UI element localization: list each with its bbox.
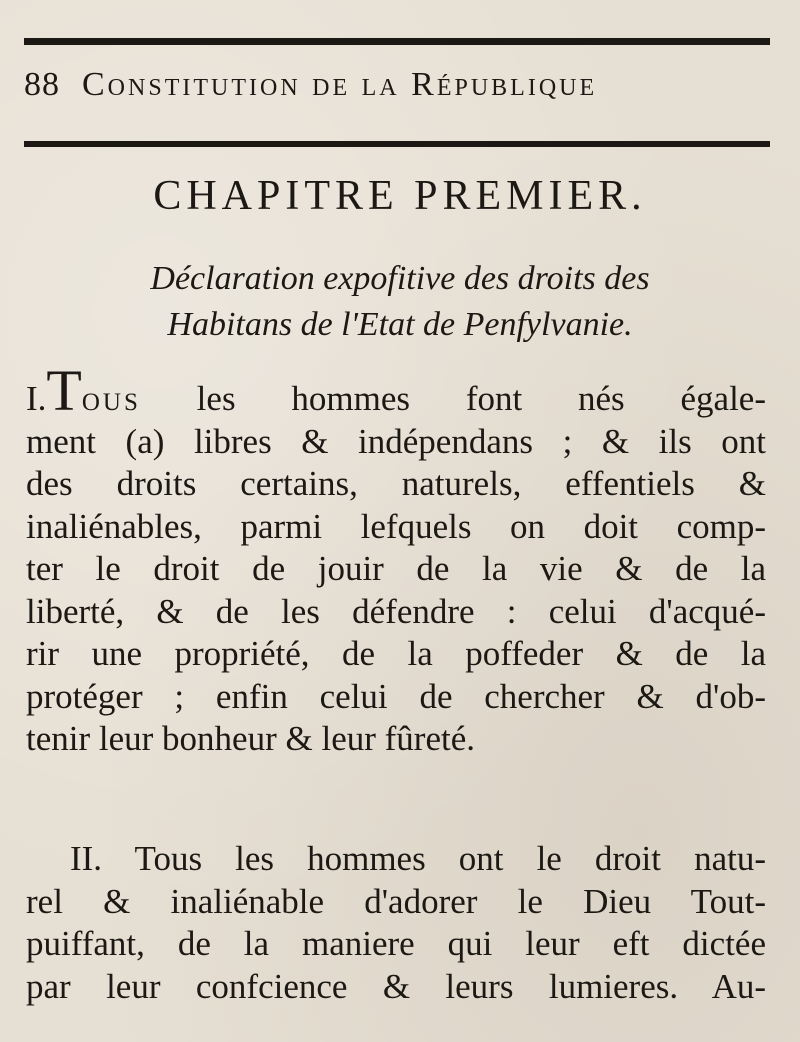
article-1 bbox=[26, 358, 766, 761]
running-title: Constitution de la République bbox=[82, 66, 598, 103]
running-head bbox=[24, 66, 774, 120]
chapter-subtitle bbox=[0, 256, 800, 348]
header-rule bbox=[24, 141, 770, 147]
article-1-initial: T bbox=[46, 358, 82, 423]
top-rule bbox=[24, 38, 770, 45]
article-1-line-5: ter le droit de jouir de la vie & de la bbox=[26, 549, 766, 588]
subtitle-line-2: Habitans de l'Etat de Penfylvanie. bbox=[167, 306, 633, 343]
article-1-initial-rest: ous bbox=[81, 379, 141, 418]
article-2 bbox=[26, 838, 766, 1008]
article-1-line-6: liberté, & de les défendre : celui d'acqué- bbox=[26, 591, 766, 631]
chapter-title: CHAPITRE PREMIER. bbox=[153, 173, 647, 219]
article-1-line-1-text: les hommes font nés égale- bbox=[140, 379, 766, 418]
article-2-line-2: rel & inaliénable d'adorer le Dieu Tout- bbox=[26, 881, 766, 921]
article-1-line-9: tenir leur bonheur & leur fûreté. bbox=[26, 719, 475, 758]
article-1-line-7: rir une propriété, de la poffeder & de la bbox=[26, 634, 766, 673]
article-2-line-1: II. Tous les hommes ont le droit natu- bbox=[70, 839, 766, 878]
article-1-line-3: des droits certains, naturels, effentiels & bbox=[26, 464, 766, 503]
article-1-line-4: inaliénables, parmi lefquels on doit comp- bbox=[26, 506, 766, 546]
subtitle-line-1: Déclaration expofitive des droits des bbox=[150, 260, 650, 297]
article-1-line-8: protéger ; enfin celui de chercher & d'ob- bbox=[26, 676, 766, 716]
page-number: 88 bbox=[24, 66, 60, 103]
article-1-numeral: I. bbox=[26, 379, 47, 418]
article-2-line-4: par leur confcience & leurs lumieres. Au- bbox=[26, 966, 766, 1006]
article-2-line-3: puiffant, de la maniere qui leur eft dictée bbox=[26, 924, 766, 963]
article-1-line-2: ment (a) libres & indépendans ; & ils ont bbox=[26, 421, 766, 461]
article-1-line-1 bbox=[26, 358, 766, 423]
